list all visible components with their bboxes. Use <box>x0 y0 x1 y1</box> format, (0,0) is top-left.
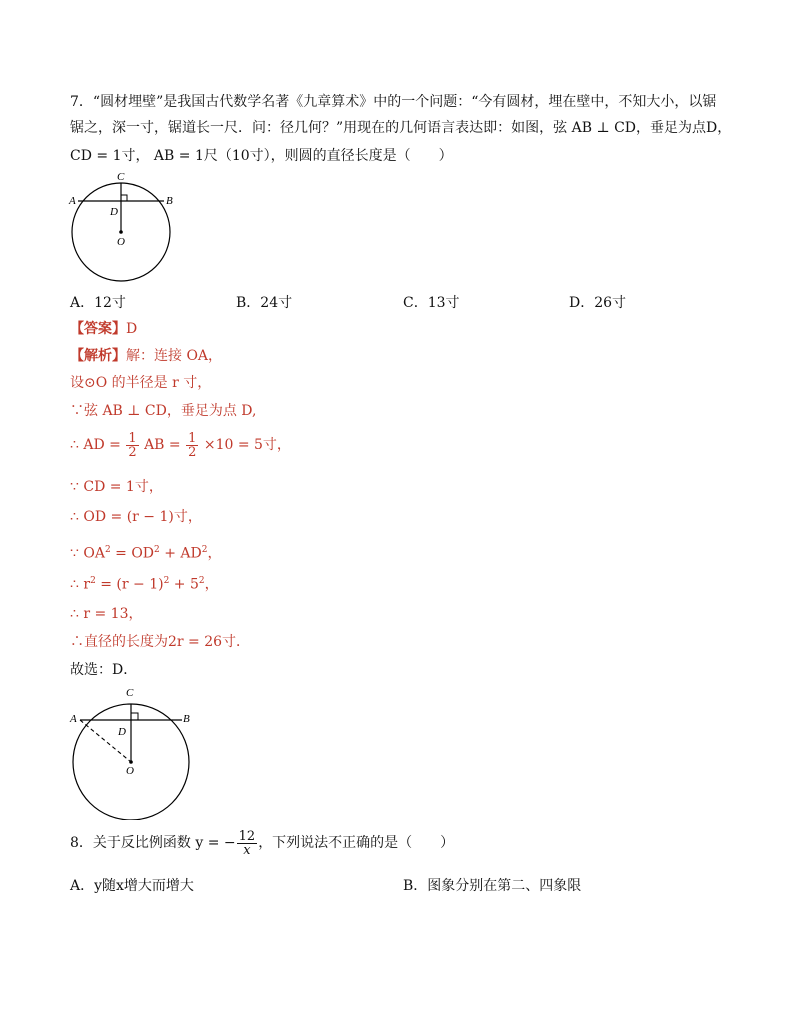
analysis-tag: 【解析】 <box>70 348 126 364</box>
analysis-line-8: ∴ $r^2 = (r - 1)^2 + 5^2$， <box>70 576 219 593</box>
q7-line-1: 7．“圆材埋壁”是我国古代数学名著《九章算术》中的一个问题：“今有圆材，埋在壁中，不知大小，以锯 <box>70 94 717 110</box>
q7-line-3: CD = 1寸， AB = 1尺（10寸），则圆的直径长度是（ ） <box>70 148 453 164</box>
q8-stem: 8．关于反比例函数 y = − $\frac{12}{x}$ ，下列说法不正确的是（ ） <box>70 828 455 858</box>
q7-option-a: A．12寸 <box>70 295 126 311</box>
label-d-2: D <box>118 726 126 738</box>
analysis-line-5: ∵ CD = 1寸， <box>70 479 163 495</box>
label-b: B <box>166 195 173 207</box>
analysis-line-6: ∴ OD = (r − 1)寸， <box>70 509 202 525</box>
label-d: D <box>110 206 118 218</box>
label-c: C <box>117 171 125 183</box>
label-o-2: O <box>126 765 134 777</box>
q8-option-a: A．y随x增大而增大 <box>70 878 194 894</box>
q8-option-b: B．图象分别在第二、四象限 <box>403 878 582 894</box>
analysis-line-7: ∵ $OA^2 = OD^2 + AD^2$， <box>70 545 222 562</box>
q7-option-c: C．13寸 <box>403 295 460 311</box>
q7-option-d: D．26寸 <box>569 295 627 311</box>
analysis-line-3: ∵弦 AB ⊥ CD，垂足为点 D, <box>70 403 257 419</box>
analysis-line-2: 设⊙O 的半径是 r 寸， <box>70 375 212 391</box>
answer-value: D <box>126 321 138 337</box>
analysis-line-9: ∴ r = 13， <box>70 606 143 622</box>
q7-line-2: 锯之，深一寸，锯道长一尺．问：径几何？”用现在的几何语言表达即：如图，弦 AB ⊥ CD，垂足为点D， <box>70 120 732 136</box>
analysis-line-1: 【解析】解：连接 OA， <box>70 348 223 364</box>
label-o: O <box>117 236 125 248</box>
analysis-conclusion: 故选：D． <box>70 662 138 678</box>
answer-tag: 【答案】 <box>70 321 126 337</box>
answer-line <box>70 319 137 339</box>
circle-figure-question <box>66 168 186 286</box>
analysis-line-10: ∴直径的长度为2r = 26寸． <box>70 634 251 650</box>
label-c-2: C <box>126 687 134 699</box>
label-a: A <box>69 195 76 207</box>
circle-figure-solution <box>66 684 200 820</box>
label-b-2: B <box>183 713 190 725</box>
analysis-line-4: ∴ AD = $\frac{1}{2}$ AB = $\frac{1}{2}$ ×10 = 5寸， <box>70 430 291 460</box>
label-a-2: A <box>70 713 77 725</box>
q7-option-b: B．24寸 <box>236 295 293 311</box>
